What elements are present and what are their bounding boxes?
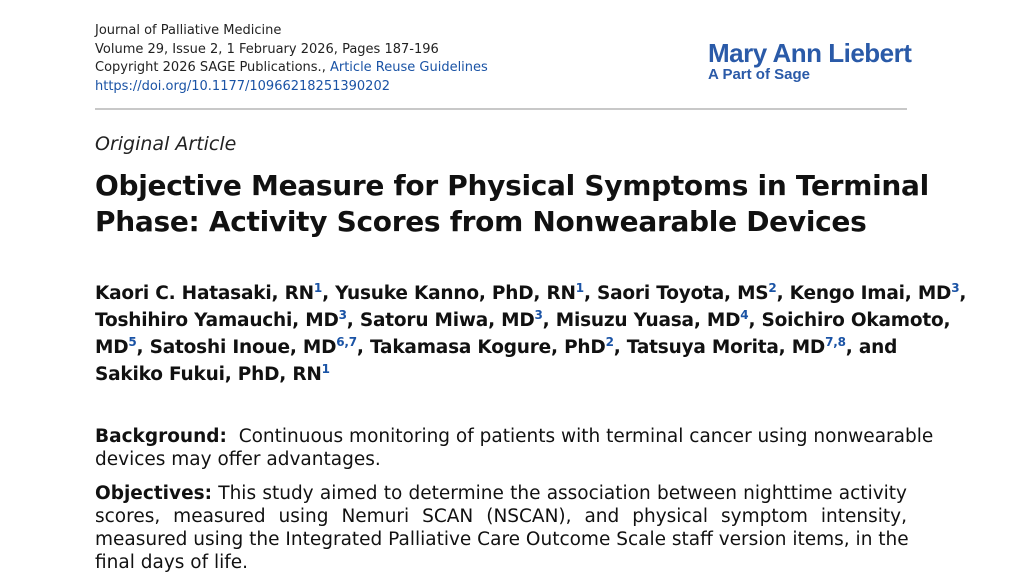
author-list bbox=[95, 280, 966, 388]
author-separator: , bbox=[583, 283, 598, 304]
affiliation-link[interactable]: 2 bbox=[605, 335, 614, 349]
author-name: Saori Toyota, MS bbox=[597, 283, 769, 304]
affiliation-link[interactable]: 1 bbox=[313, 281, 323, 295]
title-line: Phase: Activity Scores from Nonwearable Devices bbox=[95, 205, 867, 238]
author-line bbox=[95, 280, 966, 307]
author-separator: , and bbox=[845, 337, 898, 358]
author-name: Satoshi Inoue, MD bbox=[149, 337, 337, 358]
author-separator: , bbox=[322, 283, 336, 304]
affiliation-link[interactable]: 5 bbox=[128, 335, 137, 349]
author-name: Sakiko Fukui, PhD, RN bbox=[95, 364, 322, 385]
objectives-text: This study aimed to determine the association between nighttime activity bbox=[218, 483, 907, 504]
abstract-background bbox=[95, 425, 934, 471]
abstract-line bbox=[95, 482, 907, 505]
author-name: Toshihiro Yamauchi, MD bbox=[95, 310, 339, 331]
article-type: Original Article bbox=[95, 133, 237, 155]
author-name: Yusuke Kanno, PhD, RN bbox=[335, 283, 576, 304]
background-text: Continuous monitoring of patients with terminal cancer using nonwearable bbox=[238, 426, 934, 447]
publisher-subtitle: A Part of Sage bbox=[708, 66, 810, 83]
affiliation-link[interactable]: 3 bbox=[951, 281, 960, 295]
author-name: Kaori C. Hatasaki, RN bbox=[95, 283, 314, 304]
volume-info: Volume 29, Issue 2, 1 February 2026, Pages 187-196 bbox=[95, 41, 439, 57]
background-label: Background: bbox=[95, 426, 227, 447]
author-line bbox=[95, 334, 966, 361]
abstract-line: devices may offer advantages. bbox=[95, 449, 381, 470]
author-name: Takamasa Kogure, PhD bbox=[370, 337, 606, 358]
author-separator: , bbox=[542, 310, 556, 331]
author-name: Misuzu Yuasa, MD bbox=[555, 310, 741, 331]
doi-link[interactable]: https://doi.org/10.1177/10966218251390202 bbox=[95, 78, 390, 94]
affiliation-link[interactable]: 1 bbox=[321, 362, 330, 376]
author-line bbox=[95, 361, 966, 388]
journal-name: Journal of Palliative Medicine bbox=[95, 23, 282, 38]
author-separator: , bbox=[959, 283, 967, 304]
affiliation-link[interactable]: 7,8 bbox=[825, 335, 846, 349]
copyright-line bbox=[95, 59, 488, 78]
author-name: Soichiro Okamoto, bbox=[761, 310, 951, 331]
abstract-objectives bbox=[95, 482, 907, 574]
abstract bbox=[95, 425, 934, 585]
author-separator: , bbox=[776, 283, 790, 304]
affiliation-link[interactable]: 6,7 bbox=[336, 335, 357, 349]
affiliation-link[interactable]: 3 bbox=[534, 308, 543, 322]
copyright-text: Copyright 2026 SAGE Publications., bbox=[95, 60, 326, 76]
abstract-line: measured using the Integrated Palliative Care Outcome Scale staff version items, in the bbox=[95, 529, 909, 550]
publisher-logo[interactable] bbox=[708, 40, 911, 84]
author-separator: , bbox=[356, 337, 370, 358]
author-name: Satoru Miwa, MD bbox=[359, 310, 535, 331]
author-name: Tatsuya Morita, MD bbox=[626, 337, 826, 358]
author-separator: , bbox=[613, 337, 627, 358]
doi-line bbox=[95, 78, 488, 97]
affiliation-link[interactable]: 4 bbox=[740, 308, 749, 322]
author-line bbox=[95, 307, 966, 334]
abstract-line bbox=[95, 425, 934, 448]
affiliation-link[interactable]: 3 bbox=[338, 308, 347, 322]
abstract-line: scores, measured using Nemuri SCAN (NSCAN), and physical symptom intensity, bbox=[95, 506, 907, 527]
reuse-guidelines-link[interactable]: Article Reuse Guidelines bbox=[329, 60, 488, 76]
author-separator: , bbox=[346, 310, 360, 331]
article-title bbox=[95, 168, 929, 240]
author-separator: , bbox=[136, 337, 150, 358]
abstract-line: final days of life. bbox=[95, 552, 249, 573]
author-name: Kengo Imai, MD bbox=[789, 283, 952, 304]
objectives-label: Objectives: bbox=[95, 483, 213, 504]
author-separator: , bbox=[748, 310, 762, 331]
affiliation-link[interactable]: 1 bbox=[575, 281, 584, 295]
affiliation-link[interactable]: 2 bbox=[768, 281, 777, 295]
header-divider bbox=[95, 108, 907, 110]
author-name: MD bbox=[95, 337, 129, 358]
title-line: Objective Measure for Physical Symptoms in Terminal bbox=[95, 169, 929, 202]
publisher-name: Mary Ann Liebert bbox=[708, 38, 912, 68]
journal-meta bbox=[95, 22, 488, 96]
